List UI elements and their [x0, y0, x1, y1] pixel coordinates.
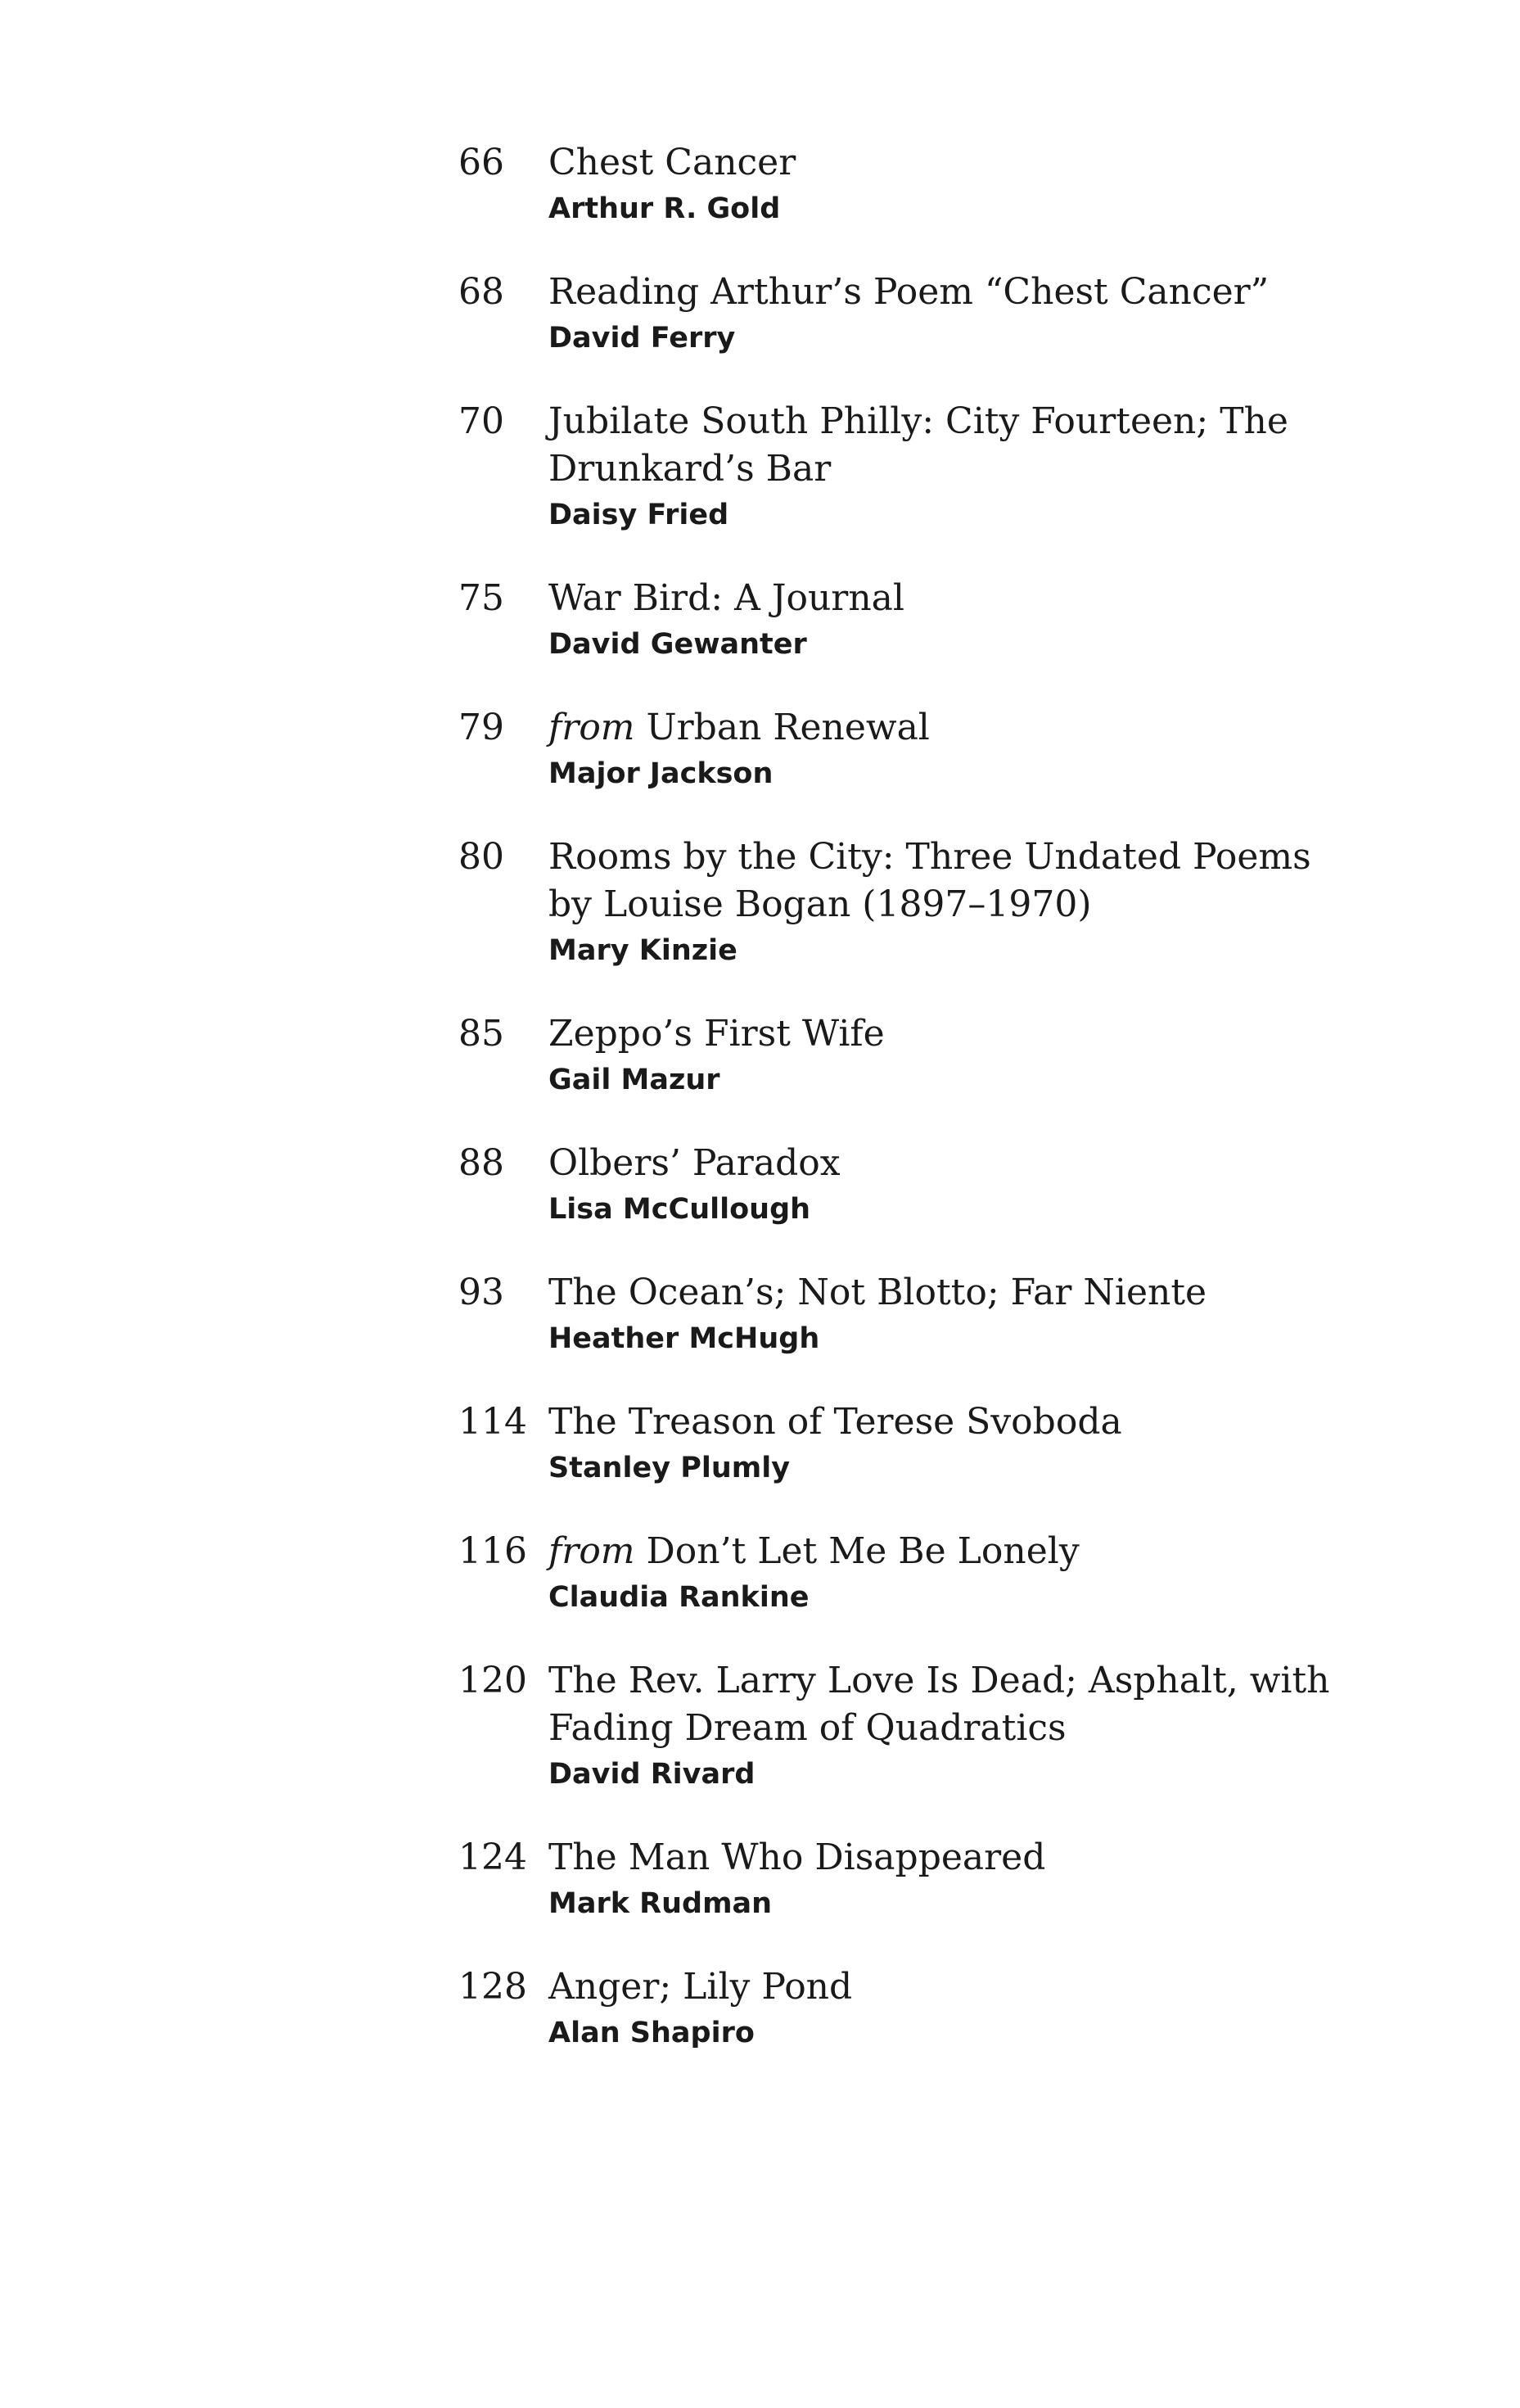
entry-title-text: Don’t Let Me Be Lonely: [646, 1530, 1080, 1572]
entry-author: Daisy Fried: [548, 499, 729, 531]
entry-author: Gail Mazur: [548, 1064, 720, 1096]
entry-title-prefix: from: [548, 707, 635, 748]
page-number: 116: [458, 1530, 527, 1572]
toc-entry: [458, 704, 1359, 794]
page-number: 120: [458, 1660, 527, 1701]
toc-entry: [458, 139, 1359, 229]
entry-title: [548, 834, 1359, 928]
entry-title-prefix: from: [548, 1530, 635, 1572]
toc-entry: [458, 1528, 1359, 1618]
toc-entry: [458, 1269, 1359, 1359]
entry-title-text: The Rev. Larry Love Is Dead; Asphalt, with Fading Dream of Quadratics: [548, 1660, 1330, 1749]
entry-title: [548, 269, 1359, 316]
page-number: 128: [458, 1966, 527, 2008]
toc-entry: [458, 834, 1359, 971]
entry-title-text: The Ocean’s; Not Blotto; Far Niente: [548, 1272, 1207, 1313]
entry-title: [548, 398, 1359, 493]
entry-title-text: Jubilate South Philly: City Fourteen; The Drunkard’s Bar: [548, 400, 1288, 490]
entry-title-text: Chest Cancer: [548, 142, 796, 183]
page-number: 79: [458, 707, 504, 748]
entry-title-text: Zeppo’s First Wife: [548, 1013, 885, 1055]
entry-author: David Ferry: [548, 322, 736, 355]
page-number: 66: [458, 142, 504, 183]
toc-entry: [458, 269, 1359, 359]
entry-title: [548, 575, 1359, 622]
entry-author: Major Jackson: [548, 757, 774, 790]
toc-entry: [458, 1963, 1359, 2053]
page-number: 85: [458, 1013, 504, 1055]
entry-title: [548, 1010, 1359, 1058]
entry-author: Claudia Rankine: [548, 1581, 810, 1614]
entry-title: [548, 1528, 1359, 1575]
page-number: 75: [458, 577, 504, 619]
entry-title-text: The Treason of Terese Svoboda: [548, 1401, 1122, 1443]
entry-title: [548, 1140, 1359, 1187]
page-number: 80: [458, 836, 504, 878]
toc-entry: [458, 398, 1359, 535]
page-number: 70: [458, 400, 504, 442]
entry-author: Stanley Plumly: [548, 1452, 791, 1484]
page-number: 93: [458, 1272, 504, 1313]
entry-title-text: The Man Who Disappeared: [548, 1836, 1046, 1878]
entry-title-text: Olbers’ Paradox: [548, 1142, 841, 1184]
page-number: 88: [458, 1142, 504, 1184]
toc-entry: [458, 575, 1359, 665]
entry-title: [548, 1834, 1359, 1882]
entry-author: Mark Rudman: [548, 1887, 773, 1920]
entry-author: Arthur R. Gold: [548, 192, 781, 225]
entry-title: [548, 1269, 1359, 1317]
entry-title: [548, 139, 1359, 187]
entry-title-text: Rooms by the City: Three Undated Poems by Louise Bogan (1897–1970): [548, 836, 1311, 925]
toc-entry: [458, 1010, 1359, 1100]
entry-title-text: War Bird: A Journal: [548, 577, 904, 619]
entry-title: [548, 1657, 1359, 1752]
entry-author: Mary Kinzie: [548, 934, 737, 967]
entry-title: [548, 1963, 1359, 2011]
entry-title: [548, 1398, 1359, 1446]
page-number: 114: [458, 1401, 527, 1443]
entry-title-text: Reading Arthur’s Poem “Chest Cancer”: [548, 271, 1270, 313]
entry-author: Lisa McCullough: [548, 1193, 811, 1226]
entry-author: David Gewanter: [548, 628, 807, 661]
page-number: 68: [458, 271, 504, 313]
entry-title: [548, 704, 1359, 752]
entry-title-text: Anger; Lily Pond: [548, 1966, 853, 2008]
table-of-contents: [458, 139, 1359, 2093]
entry-author: Alan Shapiro: [548, 2017, 755, 2049]
toc-entry: [458, 1657, 1359, 1795]
toc-entry: [458, 1834, 1359, 1924]
entry-author: Heather McHugh: [548, 1322, 820, 1355]
toc-entry: [458, 1140, 1359, 1230]
toc-entry: [458, 1398, 1359, 1489]
entry-title-text: Urban Renewal: [646, 707, 930, 748]
entry-author: David Rivard: [548, 1758, 755, 1791]
page-number: 124: [458, 1836, 527, 1878]
